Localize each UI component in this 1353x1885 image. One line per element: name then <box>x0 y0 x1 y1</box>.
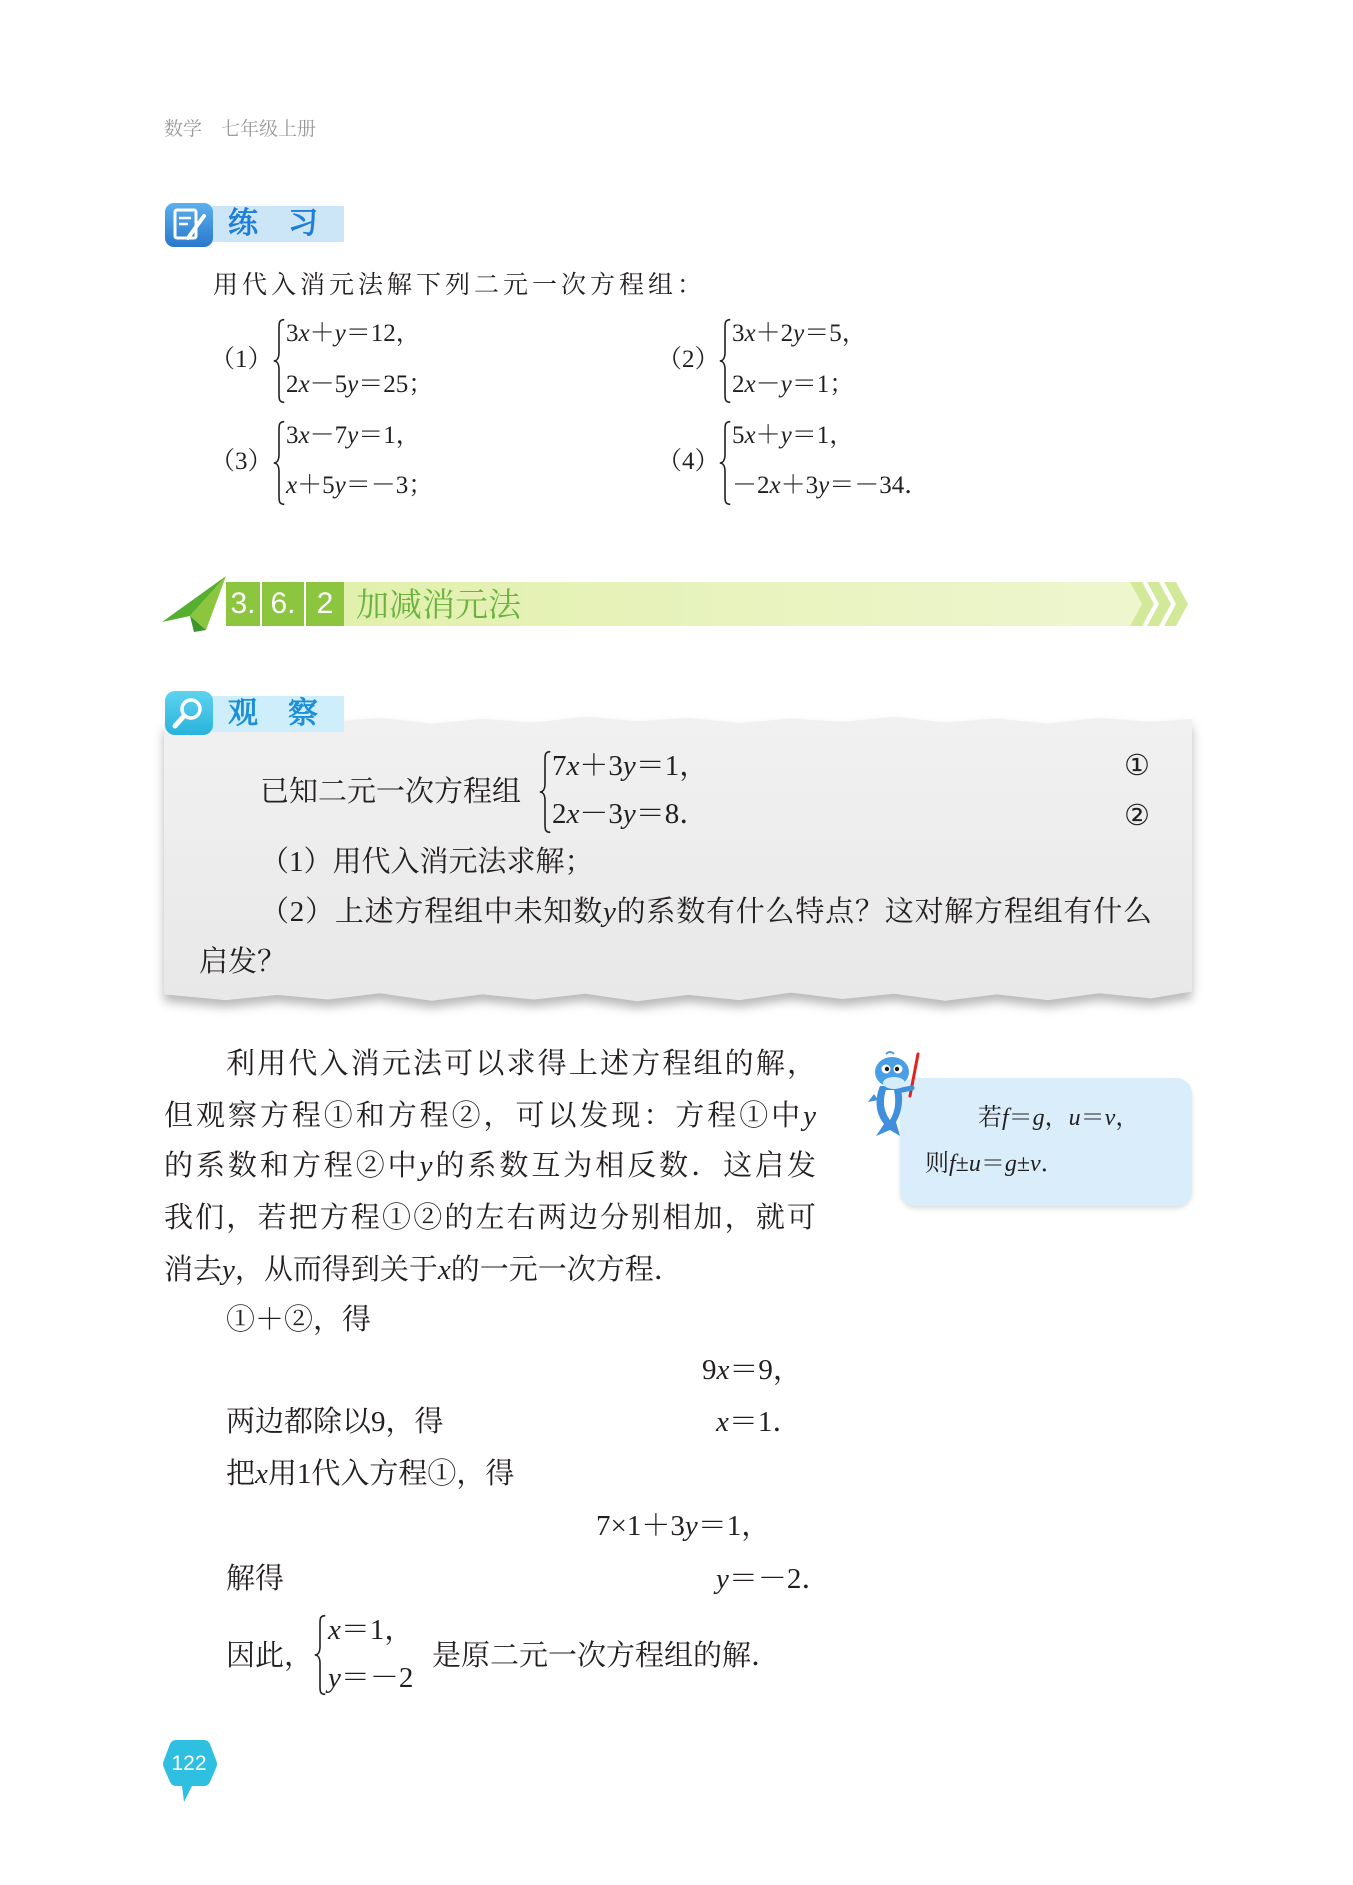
side-note-box <box>900 1078 1192 1206</box>
problem-label: （4） <box>657 448 720 475</box>
explanation-line: 我们，若把方程①②的左右两边分别相加，就可 <box>164 1202 816 1234</box>
system-brace <box>538 750 552 834</box>
system-brace <box>272 318 286 404</box>
practice-instruction: 用代入消元法解下列二元一次方程组： <box>213 272 702 299</box>
system-brace <box>313 1614 327 1696</box>
system-brace <box>718 420 732 506</box>
explanation-line: 但观察方程①和方程②，可以发现：方程①中y <box>164 1100 816 1132</box>
conclusion-suffix: 是原二元一次方程组的解． <box>432 1640 781 1672</box>
solution-step: ①＋②，得 <box>226 1304 372 1336</box>
problem-equation-2: 2x－y＝1； <box>732 371 855 398</box>
section-number-part: 2 <box>316 587 334 620</box>
solution-step: 解得 <box>226 1563 285 1595</box>
conclusion-prefix: 因此， <box>226 1640 314 1672</box>
section-number-part: 3. <box>226 582 262 626</box>
observe-equation-2: 2x－3y＝8． <box>552 798 709 830</box>
magnifier-icon <box>164 690 214 736</box>
practice-badge-label: 练 习 <box>228 207 318 240</box>
observe-equation-1: 7x＋3y＝1， <box>552 750 709 782</box>
answer-equation-2: y＝－2 <box>328 1662 414 1694</box>
problem-equation-2: －2x＋3y＝－34． <box>732 472 930 499</box>
chevrons-decoration <box>1130 580 1192 628</box>
running-title: 数学 七年级上册 <box>164 119 317 140</box>
observe-badge-label: 观 察 <box>228 697 318 730</box>
observe-question-2-continued: 启发？ <box>199 946 287 978</box>
explanation-line: 消去y，从而得到关于x的一元一次方程． <box>164 1254 683 1286</box>
dolphin-mascot-icon <box>866 1050 928 1138</box>
answer-equation-1: x＝1， <box>328 1614 414 1646</box>
paper-plane-icon <box>160 572 230 632</box>
problem-label: （2） <box>657 346 720 373</box>
problem-equation-2: x＋5y＝－3； <box>286 472 434 499</box>
observe-intro: 已知二元一次方程组 <box>260 776 522 808</box>
problem-equation-1: 3x＋2y＝5， <box>732 320 867 347</box>
solution-equation: y＝－2． <box>716 1563 831 1595</box>
problem-label: （1） <box>210 346 273 373</box>
problem-equation-2: 2x－5y＝25； <box>286 371 434 398</box>
problem-equation-1: 3x＋y＝12， <box>286 320 421 347</box>
system-brace <box>718 318 732 404</box>
problem-equation-1: 5x＋y＝1， <box>732 422 855 449</box>
solution-equation: 9x＝9， <box>702 1354 802 1386</box>
page-number: 122 <box>171 1752 207 1775</box>
section-number-part: 6. <box>262 582 306 626</box>
problem-label: （3） <box>210 448 273 475</box>
side-note-line: 若f＝g，u＝v， <box>978 1105 1140 1131</box>
explanation-line: 利用代入消元法可以求得上述方程组的解， <box>226 1048 816 1080</box>
problem-equation-1: 3x－7y＝1， <box>286 422 421 449</box>
solution-step: 把x用1代入方程①，得 <box>226 1458 515 1490</box>
observe-question-2: （2）上述方程组中未知数y的系数有什么特点？这对解方程组有什么 <box>260 896 1152 928</box>
system-brace <box>272 420 286 506</box>
observe-question-1: （1）用代入消元法求解； <box>260 846 594 878</box>
side-note-line: 则f±u＝g±v． <box>925 1151 1065 1177</box>
section-title: 加减消元法 <box>356 586 521 623</box>
equation-marker: ② <box>1124 800 1150 832</box>
notebook-pencil-icon <box>164 202 214 248</box>
section-number <box>226 582 344 626</box>
solution-step: 两边都除以9，得 <box>226 1406 444 1438</box>
explanation-line: 的系数和方程②中y的系数互为相反数．这启发 <box>164 1150 816 1182</box>
solution-equation: x＝1． <box>716 1406 802 1438</box>
equation-marker: ① <box>1124 750 1150 782</box>
solution-equation: 7×1＋3y＝1， <box>596 1510 771 1542</box>
